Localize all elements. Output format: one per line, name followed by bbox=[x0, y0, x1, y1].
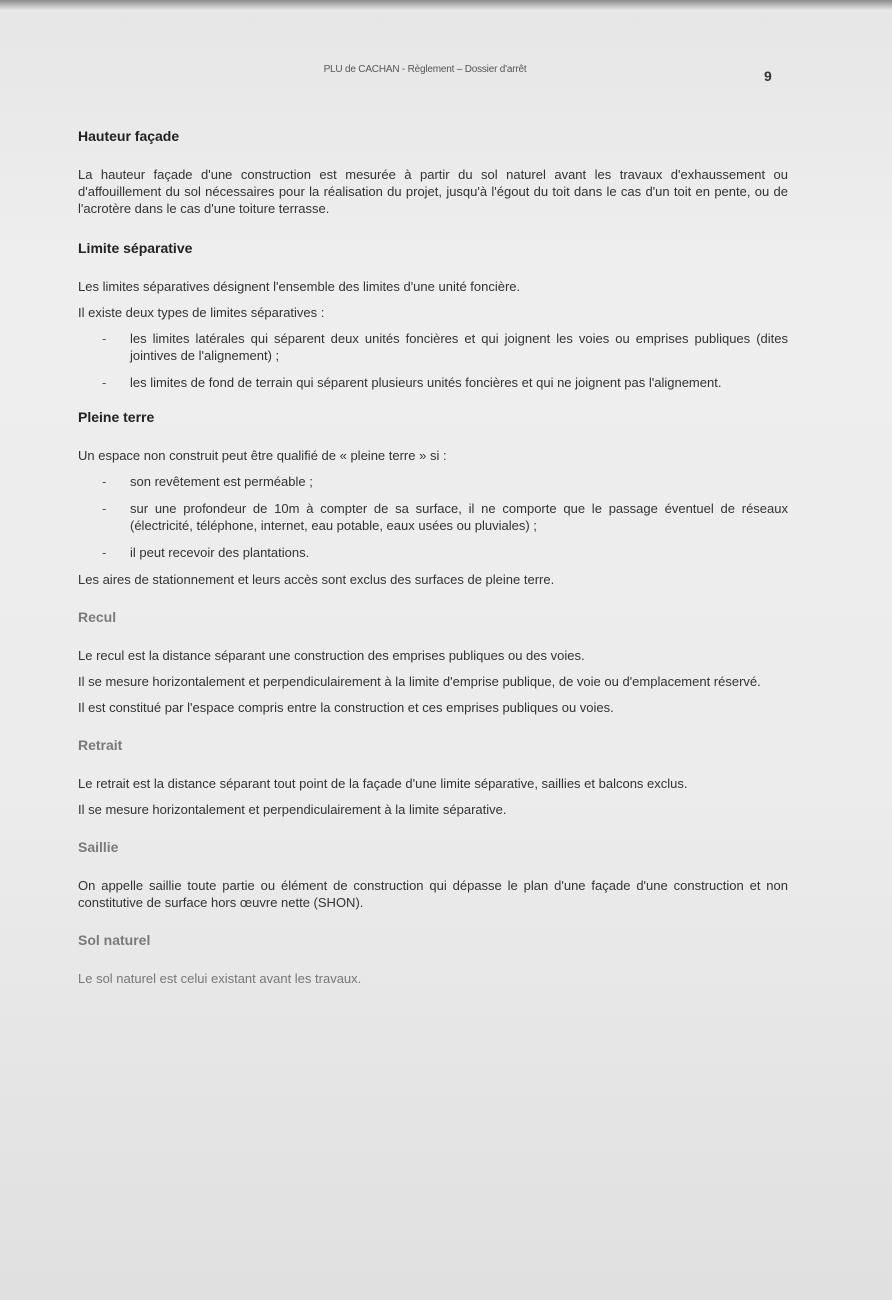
section-recul bbox=[78, 609, 788, 716]
list-item: - les limites de fond de terrain qui séparent plusieurs unités foncières et qui ne joignent pas l'alignement. bbox=[78, 374, 788, 391]
list-item: - sur une profondeur de 10m à compter de sa surface, il ne comporte que le passage éventuel de réseaux (électricité, téléphone, internet, eau potable, eaux usées ou pluviales) ; bbox=[78, 500, 788, 534]
section-title: Retrait bbox=[78, 737, 123, 753]
page-number: 9 bbox=[764, 68, 772, 84]
section-title: Saillie bbox=[78, 839, 119, 855]
section-title: Recul bbox=[78, 609, 117, 625]
paragraph: Il se mesure horizontalement et perpendiculairement à la limite séparative. bbox=[78, 802, 507, 817]
section-saillie bbox=[78, 839, 788, 911]
section-limite-separative bbox=[78, 240, 788, 391]
section-hauteur-facade bbox=[78, 128, 788, 217]
paragraph: On appelle saillie toute partie ou élément de construction qui dépasse le plan d'une façade d'une construction et non constitutive de surface hors œuvre nette (SHON). bbox=[78, 878, 788, 910]
paragraph: Un espace non construit peut être qualifié de « pleine terre » si : bbox=[78, 448, 447, 463]
section-title: Sol naturel bbox=[78, 932, 151, 948]
paragraph: Les limites séparatives désignent l'ensemble des limites d'une unité foncière. bbox=[78, 279, 521, 294]
section-title: Limite séparative bbox=[78, 240, 193, 256]
section-title: Hauteur façade bbox=[78, 128, 180, 144]
paragraph: Le sol naturel est celui existant avant les travaux. bbox=[78, 971, 362, 986]
paragraph: Il existe deux types de limites séparatives : bbox=[78, 305, 325, 320]
paragraph: Les aires de stationnement et leurs accès sont exclus des surfaces de pleine terre. bbox=[78, 572, 555, 587]
document-body bbox=[78, 128, 788, 996]
paragraph: Le recul est la distance séparant une construction des emprises publiques ou des voies. bbox=[78, 648, 585, 663]
bullet-list bbox=[78, 330, 788, 391]
paragraph: La hauteur façade d'une construction est mesurée à partir du sol naturel avant les travaux d'exhaussement ou d'affouillement du sol nécessaires pour la réalisation du projet, jusqu'à l'égout du toit dans le cas d'un toit en pente, ou de l'acrotère dans le cas d'une toiture terrasse. bbox=[78, 167, 788, 216]
bullet-list bbox=[78, 473, 788, 561]
paragraph: Le retrait est la distance séparant tout point de la façade d'une limite séparative, saillies et balcons exclus. bbox=[78, 776, 688, 791]
list-item: - son revêtement est perméable ; bbox=[78, 473, 788, 490]
list-item: - il peut recevoir des plantations. bbox=[78, 544, 788, 561]
running-header: PLU de CACHAN - Règlement – Dossier d'arrêt bbox=[323, 64, 527, 75]
section-retrait bbox=[78, 737, 788, 818]
section-sol-naturel bbox=[78, 932, 788, 987]
paragraph: Il se mesure horizontalement et perpendiculairement à la limite d'emprise publique, de voie ou d'emplacement réservé. bbox=[78, 674, 761, 689]
paragraph: Il est constitué par l'espace compris entre la construction et ces emprises publiques ou voies. bbox=[78, 700, 614, 715]
section-title: Pleine terre bbox=[78, 409, 155, 425]
section-pleine-terre bbox=[78, 409, 788, 588]
page-top-shadow bbox=[0, 0, 892, 10]
list-item: - les limites latérales qui séparent deux unités foncières et qui joignent les voies ou emprises publiques (dites jointives de l'alignement) ; bbox=[78, 330, 788, 364]
